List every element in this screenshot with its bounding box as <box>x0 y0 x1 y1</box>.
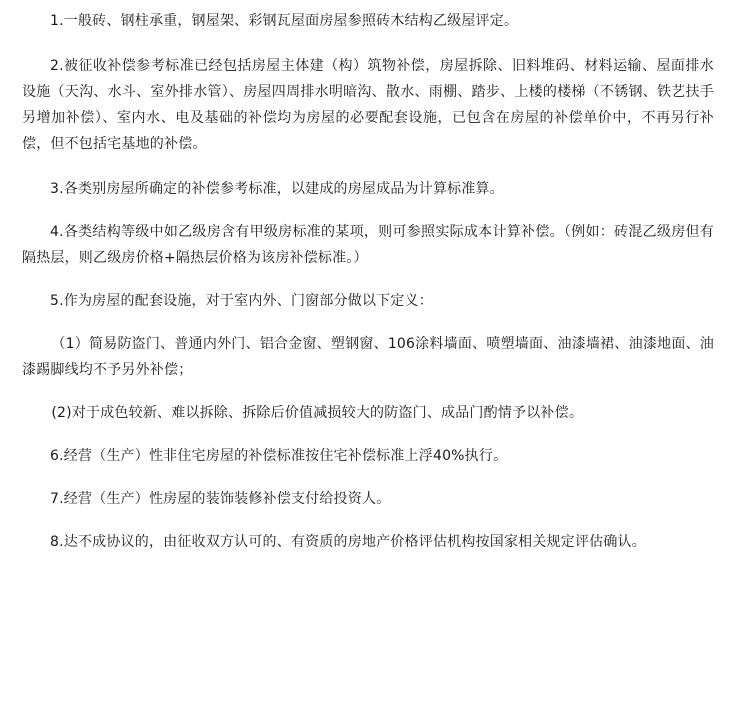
paragraph-5-item-1: （1）简易防盗门、普通内外门、铝合金窗、塑钢窗、106涂料墙面、喷塑墙面、油漆墙裙、油漆地面、油漆踢脚线均不予另外补偿； <box>22 336 714 378</box>
paragraph-5: 5.作为房屋的配套设施，对于室内外、门窗部分做以下定义： <box>50 293 433 309</box>
paragraph-spacer <box>22 426 714 443</box>
paragraph-1: 1.一般砖、钢柱承重，钢屋架、彩钢瓦屋面房屋参照砖木结构乙级屋评定。 <box>50 13 519 29</box>
paragraph-4: 4.各类结构等级中如乙级房含有甲级房标准的某项，则可参照实际成本计算补偿。（例如：砖混乙级房但有隔热层，则乙级房价格+隔热层价格为该房补偿标准。） <box>22 224 714 266</box>
paragraph-spacer <box>22 512 714 529</box>
paragraph-spacer <box>22 202 714 219</box>
paragraph-2: 2.被征收补偿参考标准已经包括房屋主体建（构）筑物补偿，房屋拆除、旧料堆码、材料运输、屋面排水设施（天沟、水斗、室外排水管）、房屋四周排水明暗沟、散水、雨棚、踏步、上楼的楼梯（不锈钢、铁艺扶手另增加补偿）、室内水、电及基础的补偿均为房屋的必要配套设施，已包含在房屋的补偿单价中，不再另行补偿，但不包括宅基地的补偿。 <box>22 58 714 152</box>
paragraph-spacer <box>22 34 714 53</box>
paragraph-spacer <box>22 271 714 288</box>
paragraph-spacer <box>22 383 714 400</box>
paragraph-spacer <box>22 314 714 331</box>
paragraph-spacer <box>22 157 714 176</box>
paragraph-5-item-2: (2)对于成色较新、难以拆除、拆除后价值减损较大的防盗门、成品门酌情予以补偿。 <box>51 405 584 421</box>
paragraph-6: 6.经营（生产）性非住宅房屋的补偿标准按住宅补偿标准上浮40%执行。 <box>50 448 508 464</box>
paragraph-3: 3.各类别房屋所确定的补偿参考标准，以建成的房屋成品为计算标准算。 <box>50 181 504 197</box>
paragraph-7: 7.经营（生产）性房屋的装饰装修补偿支付给投资人。 <box>50 491 391 507</box>
paragraph-8: 8.达不成协议的，由征收双方认可的、有资质的房地产价格评估机构按国家相关规定评估确认。 <box>50 534 646 550</box>
paragraph-spacer <box>22 469 714 486</box>
